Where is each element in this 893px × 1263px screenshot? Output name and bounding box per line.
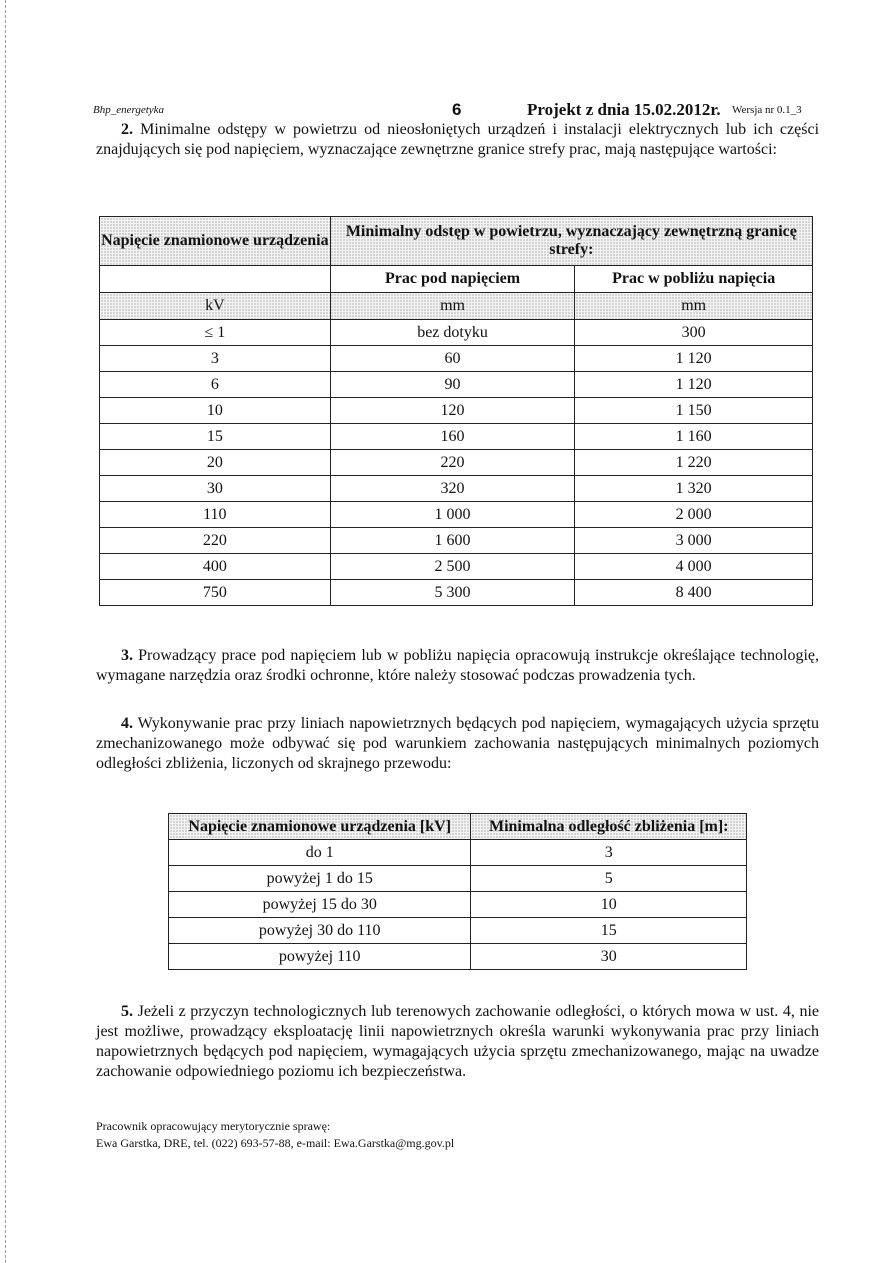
kv-cell: 750 <box>100 580 331 606</box>
live-cell: 220 <box>330 450 575 476</box>
section-4-paragraph <box>96 714 819 774</box>
section-2-number: 2. <box>121 121 133 138</box>
kv-cell: 10 <box>100 398 331 424</box>
section-2-text: Minimalne odstępy w powietrzu od nieosłoniętych urządzeń i instalacji elektrycznych lub ich części znajdujących się pod napięciem, wyznaczające zewnętrzne granice strefy prac, mają następujące wartości: <box>96 121 820 158</box>
margin-scan-line <box>5 0 6 1263</box>
footer-author-label: Pracownik opracowujący merytorycznie sprawę: <box>96 1119 331 1133</box>
section-3-number: 3. <box>121 647 133 664</box>
kv-cell: 30 <box>100 476 331 502</box>
near-cell: 4 000 <box>575 554 813 580</box>
section-3-text: Prowadzący prace pod napięciem lub w pobliżu napięcia opracowują instrukcje określające technologię, wymagane narzędzia oraz środki ochronne, które należy stosować podczas prowadzenia tych. <box>96 647 820 684</box>
section-4-text: Wykonywanie prac przy liniach napowietrznych będących pod napięciem, wymagających użycia sprzętu zmechanizowanego może odbywać się pod warunkiem zachowania następujących minimalnych poziomych odległości zbliżenia, liczonych od skrajnego przewodu: <box>96 715 819 772</box>
table-row <box>100 320 813 346</box>
section-5-number: 5. <box>121 1003 133 1020</box>
table-row <box>100 398 813 424</box>
near-cell: 3 000 <box>575 528 813 554</box>
near-cell: 2 000 <box>575 502 813 528</box>
table-row <box>100 476 813 502</box>
table-row <box>100 554 813 580</box>
kv-cell: 3 <box>100 346 331 372</box>
section-5-text: Jeżeli z przyczyn technologicznych lub terenowych zachowanie odległości, o których mowa w ust. 4, nie jest możliwe, prowadzący eksploatację linii napowietrznych określa warunki wykonywania prac przy liniach napowietrznych będących pod napięciem, wymagających użycia sprzętu zmechanizowanego, mając na uwadze zachowanie odpowiedniego poziomu ich bezpieczeństwa. <box>96 1003 819 1080</box>
table-row <box>169 840 747 866</box>
kv-cell: 20 <box>100 450 331 476</box>
distance-cell: 30 <box>471 944 747 970</box>
table-row <box>100 424 813 450</box>
header-doc-tag: Bhp_energetyka <box>93 104 165 116</box>
page-number: 6 <box>452 100 462 119</box>
section-4-number: 4. <box>121 715 133 732</box>
table1-col2-header: Minimalny odstęp w powietrzu, wyznaczający zewnętrzną granicę strefy: <box>330 217 812 266</box>
near-cell: 1 150 <box>575 398 813 424</box>
live-cell: 320 <box>330 476 575 502</box>
near-cell: 300 <box>575 320 813 346</box>
distance-cell: 15 <box>471 918 747 944</box>
kv-cell: 110 <box>100 502 331 528</box>
near-cell: 1 120 <box>575 346 813 372</box>
live-cell: 2 500 <box>330 554 575 580</box>
distance-cell: 5 <box>471 866 747 892</box>
table-row <box>169 866 747 892</box>
table-row <box>100 372 813 398</box>
table2-col1-header: Napięcie znamionowe urządzenia [kV] <box>169 814 471 840</box>
table-row <box>100 580 813 606</box>
table-row <box>100 528 813 554</box>
table1-unit-mm-live: mm <box>330 293 575 320</box>
table2-col2-header: Minimalna odległość zbliżenia [m]: <box>471 814 747 840</box>
range-cell: powyżej 15 do 30 <box>169 892 471 918</box>
range-cell: powyżej 110 <box>169 944 471 970</box>
section-5-paragraph <box>96 1002 819 1082</box>
table-row <box>169 918 747 944</box>
footer-contact: Ewa Garstka, DRE, tel. (022) 693-57-88, e-mail: Ewa.Garstka@mg.gov.pl <box>96 1136 455 1150</box>
approach-distance-table <box>168 813 747 970</box>
section-3-paragraph <box>96 646 819 686</box>
table-row <box>100 450 813 476</box>
kv-cell: 6 <box>100 372 331 398</box>
table1-unit-kv: kV <box>100 293 331 320</box>
table-row <box>100 502 813 528</box>
table1-sub-near: Prac w pobliżu napięcia <box>575 266 813 293</box>
near-cell: 1 220 <box>575 450 813 476</box>
table-row <box>169 944 747 970</box>
version-label: Wersja nr 0.1_3 <box>732 104 802 116</box>
table1-empty-cell <box>100 266 331 293</box>
near-cell: 1 320 <box>575 476 813 502</box>
range-cell: powyżej 1 do 15 <box>169 866 471 892</box>
near-cell: 1 160 <box>575 424 813 450</box>
kv-cell: 220 <box>100 528 331 554</box>
kv-cell: 400 <box>100 554 331 580</box>
table1-col1-header: Napięcie znamionowe urządzenia <box>100 217 331 266</box>
section-2-paragraph <box>96 120 819 160</box>
table1-unit-mm-near: mm <box>575 293 813 320</box>
near-cell: 1 120 <box>575 372 813 398</box>
project-date: Projekt z dnia 15.02.2012r. <box>527 100 721 119</box>
distance-cell: 3 <box>471 840 747 866</box>
table1-sub-live: Prac pod napięciem <box>330 266 575 293</box>
near-cell: 8 400 <box>575 580 813 606</box>
live-cell: bez dotyku <box>330 320 575 346</box>
live-cell: 90 <box>330 372 575 398</box>
live-cell: 1 000 <box>330 502 575 528</box>
table-row <box>169 892 747 918</box>
live-cell: 60 <box>330 346 575 372</box>
distance-cell: 10 <box>471 892 747 918</box>
live-cell: 120 <box>330 398 575 424</box>
live-cell: 5 300 <box>330 580 575 606</box>
kv-cell: ≤ 1 <box>100 320 331 346</box>
live-cell: 160 <box>330 424 575 450</box>
table-row <box>100 346 813 372</box>
range-cell: powyżej 30 do 110 <box>169 918 471 944</box>
clearance-table <box>99 216 813 606</box>
kv-cell: 15 <box>100 424 331 450</box>
live-cell: 1 600 <box>330 528 575 554</box>
range-cell: do 1 <box>169 840 471 866</box>
